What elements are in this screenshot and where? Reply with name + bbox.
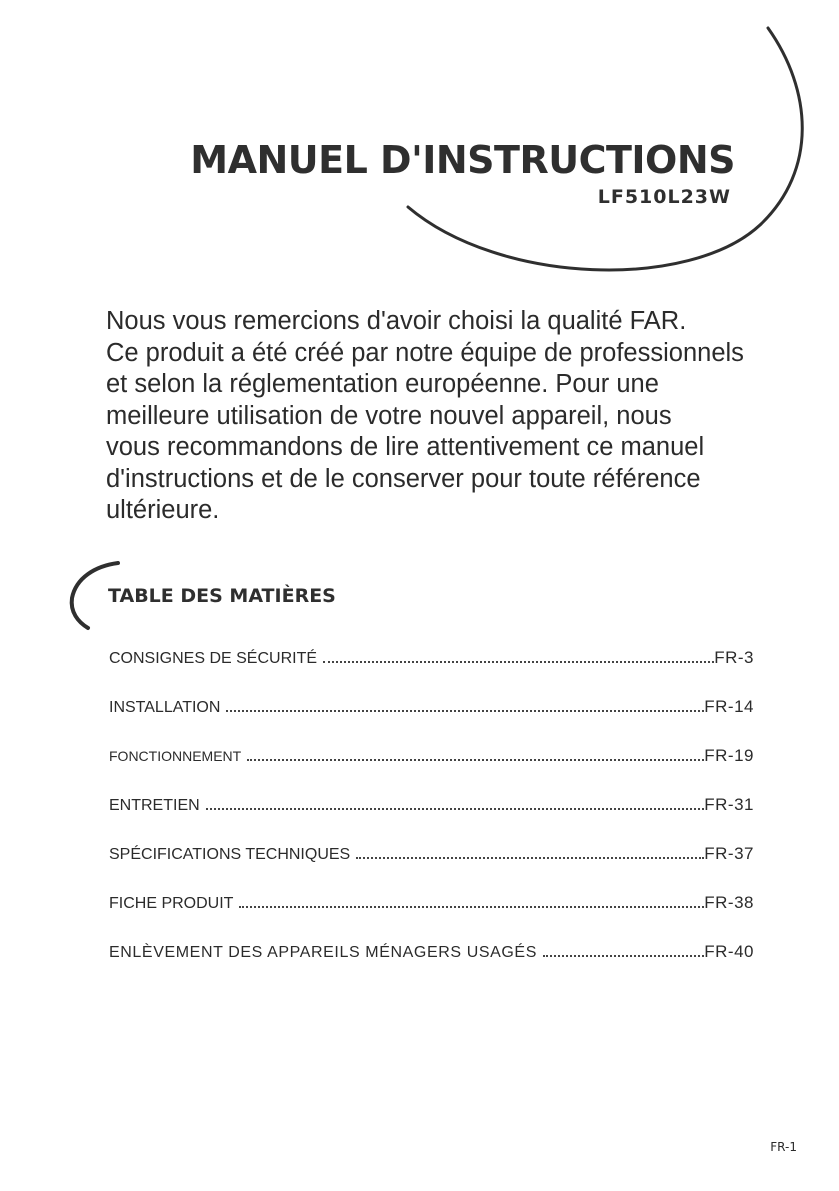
intro-line: Nous vous remercions d'avoir choisi la qualité FAR. xyxy=(106,307,687,335)
toc-entry-label: FONCTIONNEMENT xyxy=(109,748,242,764)
toc-entry-page: FR-14 xyxy=(704,697,754,716)
toc-entry-enlevement[interactable] xyxy=(109,942,754,991)
dot-leader xyxy=(247,759,704,761)
intro-line: meilleure utilisation de votre nouvel appareil, nous xyxy=(106,401,672,430)
intro-line: d'instructions et de le conserver pour toute référence xyxy=(106,464,701,493)
toc-entry-page: FR-37 xyxy=(704,844,754,863)
toc-entry-label: FICHE PRODUIT xyxy=(109,895,234,912)
intro-paragraph xyxy=(106,306,806,527)
toc-entry-fonctionnement[interactable] xyxy=(109,746,754,795)
toc-entry-label: ENLÈVEMENT DES APPAREILS MÉNAGERS USAGÉS xyxy=(109,944,537,961)
toc-entry-page: FR-31 xyxy=(704,795,754,814)
toc-entry-consignes[interactable] xyxy=(109,648,754,697)
manual-title: MANUEL D'INSTRUCTIONS xyxy=(190,138,735,182)
toc-entry-fiche-produit[interactable] xyxy=(109,893,754,942)
toc-entry-page: FR-3 xyxy=(714,648,754,667)
toc-entry-page: FR-38 xyxy=(704,893,754,912)
toc-entry-page: FR-40 xyxy=(704,942,754,961)
table-of-contents xyxy=(109,648,754,991)
toc-heading: TABLE DES MATIÈRES xyxy=(108,585,336,607)
toc-entry-label: ENTRETIEN xyxy=(109,797,200,814)
toc-entry-label: INSTALLATION xyxy=(109,699,221,716)
toc-entry-specifications[interactable] xyxy=(109,844,754,893)
intro-line: vous recommandons de lire attentivement ce manuel xyxy=(106,433,705,461)
toc-entry-installation[interactable] xyxy=(109,697,754,746)
dot-leader xyxy=(323,661,714,663)
toc-entry-entretien[interactable] xyxy=(109,795,754,844)
dot-leader xyxy=(356,857,704,859)
toc-entry-page: FR-19 xyxy=(704,746,754,765)
dot-leader xyxy=(239,906,704,908)
toc-entry-label: SPÉCIFICATIONS TECHNIQUES xyxy=(109,846,351,863)
intro-line: et selon la réglementation européenne. Pour une xyxy=(106,370,659,398)
intro-line: ultérieure. xyxy=(106,496,220,524)
model-number: LF510L23W xyxy=(597,186,731,208)
toc-entry-label: CONSIGNES DE SÉCURITÉ xyxy=(109,650,318,667)
intro-line: Ce produit a été créé par notre équipe de professionnels xyxy=(106,338,744,367)
page-number: FR-1 xyxy=(770,1140,797,1154)
dot-leader xyxy=(206,808,705,810)
dot-leader xyxy=(543,955,704,957)
dot-leader xyxy=(226,710,704,712)
